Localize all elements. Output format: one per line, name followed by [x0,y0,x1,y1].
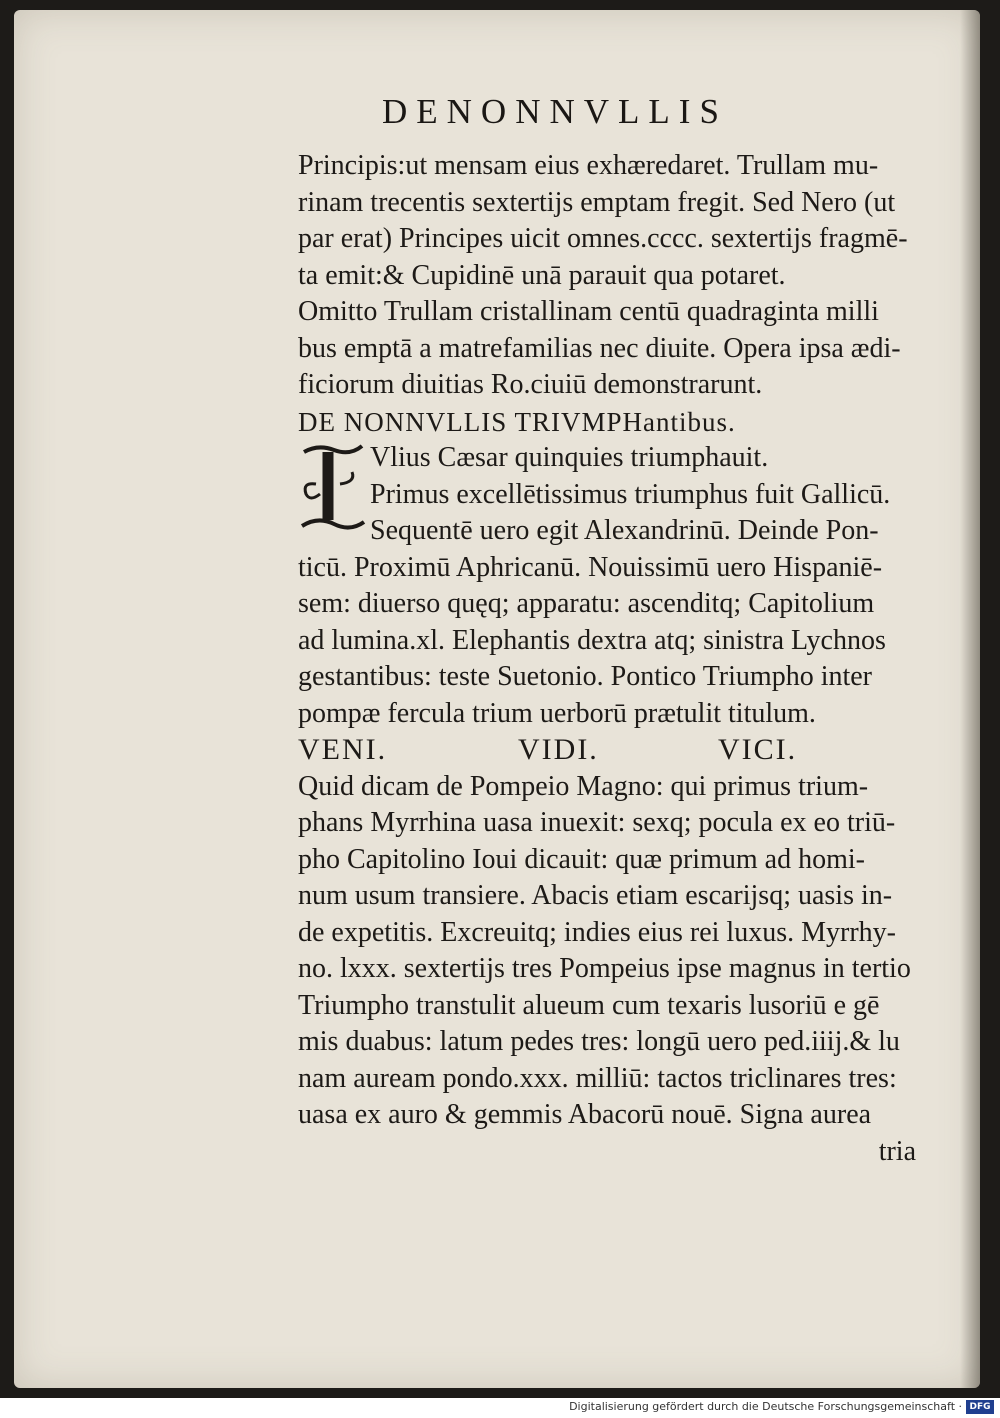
text-line: Omitto Trullam cristallinam centū quadraginta milli [298,296,879,327]
text-line: num usum transiere. Abacis etiam escarijsq; uasis in- [298,880,893,911]
running-header: DENONNVLLIS [382,92,728,131]
text-line: uasa ex auro & gemmis Abacorū nouē. Signa aurea [298,1099,872,1130]
dfg-logo-icon: DFG [966,1400,994,1414]
text-line: par erat) Principes uicit omnes.cccc. sextertijs fragmē- [298,223,908,254]
text-line: ta emit:& Cupidinē unā parauit qua potaret. [298,259,786,291]
text-line: ficiorum diuitias Ro.ciuiū demonstrarunt. [298,369,763,400]
text-line: Primus excellētissimus triumphus fuit Gallicū. [370,478,891,510]
text-line: Triumpho transtulit alueum cum texaris lusoriū e gē [298,989,880,1021]
main-text [298,148,938,1170]
vici-word: VICI. [718,733,798,766]
text-line: rinam trecentis sextertijs emptam fregit. Sed Nero (ut [298,186,896,218]
text-line: Principis:ut mensam eius exhæredaret. Trullam mu- [298,150,879,181]
text-line: nam auream pondo.xxx. milliū: tactos triclinares tres: [298,1062,897,1094]
text-line: mis duabus: latum pedes tres: longū uero ped.iiij.& lu [298,1026,900,1057]
text-line: de expetitis. Excreuitq; indies eius rei luxus. Myrrhy- [298,916,896,948]
section-heading: DE NONNVLLIS TRIVMPHantibus. [298,406,736,437]
text-line: Vlius Cæsar quinquies triumphauit. [370,442,769,473]
veni-vidi-vici [298,732,938,769]
text-line: Quid dicam de Pompeio Magno: qui primus trium- [298,770,869,802]
text-line: pompæ fercula trium uerborū prætulit titulum. [298,697,816,729]
text-line: sem: diuerso quęq; apparatu: ascenditq; Capitolium [298,588,875,619]
text-line: pho Capitolino Ioui dicauit: quæ primum ad homi- [298,843,865,875]
text-line: phans Myrrhina uasa inuexit: sexq; pocula ex eo triū- [298,807,896,838]
text-line: ticū. Proximū Aphricanū. Nouissimū uero Hispaniē- [298,551,883,583]
footer-credit: Digitalisierung gefördert durch die Deutsche Forschungsgemeinschaft · [569,1400,962,1413]
vidi-word: VIDI. [518,733,599,766]
text-line: bus emptā a matrefamilias nec diuite. Opera ipsa ædi- [298,332,901,364]
text-line: ad lumina.xl. Elephantis dextra atq; sinistra Lychnos [298,624,886,656]
text-line: Sequentē uero egit Alexandrinū. Deinde Pon- [370,515,879,546]
text-line: gestantibus: teste Suetonio. Pontico Triumpho inter [298,661,872,692]
text-line: no. lxxx. sextertijs tres Pompeius ipse magnus in tertio [298,953,911,984]
catchword: tria [878,1135,916,1167]
veni-word: VENI. [298,733,388,766]
page-edge-shadow [960,10,980,1388]
